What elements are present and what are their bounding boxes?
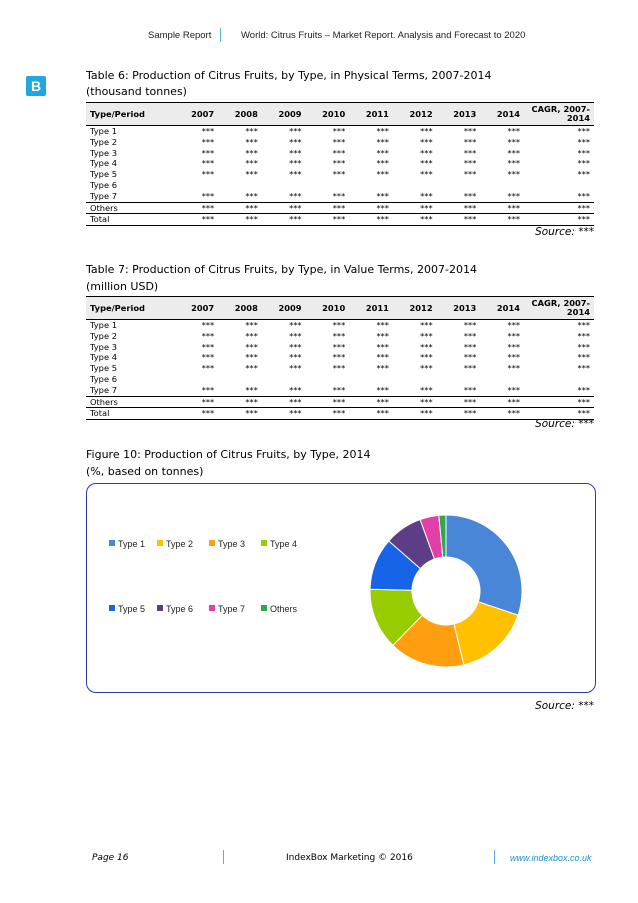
table-cell: ***	[332, 330, 346, 341]
table-cell: ***	[289, 169, 302, 180]
table-cell: ***	[507, 126, 520, 136]
table-cell	[349, 374, 393, 385]
table-cell: ***	[218, 202, 262, 214]
column-header: 2010	[306, 297, 350, 320]
table-cell: ***	[420, 320, 433, 330]
table-cell: ***	[463, 126, 477, 136]
row-label: Type 3	[90, 147, 117, 158]
donut-chart	[87, 484, 597, 694]
table-cell: ***	[420, 341, 433, 352]
table-row	[86, 331, 594, 342]
table-cell: ***	[480, 202, 524, 214]
table-cell: ***	[201, 352, 215, 363]
table-cell: ***	[289, 158, 302, 169]
figure10-title: Figure 10: Production of Citrus Fruits, by Type, 2014	[86, 448, 371, 461]
table7	[86, 296, 594, 420]
table-cell: ***	[306, 408, 350, 420]
table-cell: ***	[420, 190, 433, 201]
legend-label: Type 3	[218, 539, 246, 549]
column-header: 2014	[480, 103, 524, 126]
table-cell	[349, 180, 393, 191]
table-cell: ***	[463, 320, 477, 330]
table-cell: ***	[420, 363, 433, 374]
table-cell: ***	[289, 147, 302, 158]
legend-label: Type 7	[218, 604, 246, 614]
figure10-source: Source: ***	[535, 700, 594, 712]
table-cell: ***	[289, 126, 302, 136]
legend-label: Type 5	[118, 604, 146, 614]
table-row	[86, 169, 594, 180]
table-cell	[262, 180, 306, 191]
table-cell: ***	[201, 190, 215, 201]
table-cell	[218, 374, 262, 385]
table-row	[86, 352, 594, 363]
table-cell: ***	[393, 202, 437, 214]
table-cell: ***	[376, 158, 389, 169]
table-cell	[524, 180, 594, 191]
table-cell: ***	[349, 202, 393, 214]
table-cell: ***	[306, 214, 350, 226]
table-row	[86, 148, 594, 159]
table-cell: ***	[577, 352, 590, 363]
table-cell: ***	[306, 396, 350, 408]
table-cell: ***	[218, 396, 262, 408]
table-cell: ***	[420, 136, 433, 147]
table-cell: ***	[245, 158, 258, 169]
table-cell: ***	[507, 147, 520, 158]
table-cell: ***	[289, 363, 302, 374]
table-cell	[393, 374, 437, 385]
table-cell: ***	[289, 330, 302, 341]
table-cell: ***	[577, 136, 590, 147]
table-row	[86, 180, 594, 191]
table-cell: ***	[463, 158, 477, 169]
table-cell: ***	[577, 330, 590, 341]
table-cell: ***	[420, 384, 433, 395]
chart-frame	[86, 483, 596, 693]
table-cell: ***	[332, 147, 346, 158]
table-cell: ***	[524, 202, 594, 214]
table-cell: ***	[463, 330, 477, 341]
table-cell: ***	[349, 408, 393, 420]
table-cell	[393, 180, 437, 191]
row-label: Total	[86, 214, 174, 226]
column-header: 2011	[349, 103, 393, 126]
table-cell: ***	[463, 147, 477, 158]
table-cell: ***	[201, 126, 215, 136]
row-label: Others	[86, 396, 174, 408]
table-cell: ***	[201, 158, 215, 169]
table-cell: ***	[174, 214, 218, 226]
table-row	[86, 396, 594, 408]
table-cell: ***	[577, 158, 590, 169]
table-cell: ***	[507, 169, 520, 180]
table-cell: ***	[332, 126, 346, 136]
donut-slice-1	[446, 515, 522, 615]
table-cell: ***	[376, 320, 389, 330]
legend-label: Others	[270, 604, 298, 614]
table-cell	[480, 374, 524, 385]
table-cell: ***	[201, 384, 215, 395]
table-cell: ***	[507, 190, 520, 201]
brand-logo-icon: B	[26, 76, 46, 96]
table-cell: ***	[201, 136, 215, 147]
column-header: 2013	[437, 103, 481, 126]
table-cell	[437, 180, 481, 191]
column-header: Type/Period	[86, 297, 174, 320]
table-row	[86, 408, 594, 420]
table-cell	[174, 180, 218, 191]
table-cell: ***	[480, 396, 524, 408]
table-cell: ***	[463, 363, 477, 374]
table-cell	[306, 374, 350, 385]
table-row	[86, 137, 594, 148]
table-cell: ***	[577, 320, 590, 330]
table-cell: ***	[332, 352, 346, 363]
column-header: 2008	[218, 297, 262, 320]
column-header: 2012	[393, 297, 437, 320]
table-cell: ***	[376, 147, 389, 158]
row-label: Type 5	[90, 363, 117, 374]
legend-label: Type 2	[166, 539, 194, 549]
table-cell: ***	[245, 320, 258, 330]
column-header: 2009	[262, 103, 306, 126]
legend-label: Type 4	[270, 539, 298, 549]
table-cell: ***	[420, 330, 433, 341]
table-cell: ***	[577, 341, 590, 352]
table-cell	[524, 374, 594, 385]
row-label: Type 1	[90, 320, 117, 330]
table-cell	[480, 180, 524, 191]
table-cell: ***	[420, 147, 433, 158]
table-cell: ***	[393, 214, 437, 226]
row-label: Type 4	[90, 352, 117, 363]
table-cell: ***	[463, 384, 477, 395]
table6-source: Source: ***	[535, 226, 594, 238]
table-cell: ***	[577, 147, 590, 158]
row-label: Type 7	[90, 384, 117, 395]
table-cell: ***	[577, 190, 590, 201]
table-cell: ***	[262, 202, 306, 214]
row-label: Type 3	[90, 341, 117, 352]
table-cell: ***	[463, 190, 477, 201]
footer-divider	[494, 850, 495, 864]
column-header: 2009	[262, 297, 306, 320]
table6-subtitle: (thousand tonnes)	[86, 85, 187, 98]
row-label: Type 2	[90, 330, 117, 341]
table-cell: ***	[289, 341, 302, 352]
table-cell: ***	[245, 341, 258, 352]
table-row	[86, 158, 594, 169]
table-cell: ***	[332, 384, 346, 395]
table-cell: ***	[218, 408, 262, 420]
table-cell: ***	[201, 330, 215, 341]
table-cell: ***	[201, 363, 215, 374]
table-cell: ***	[376, 169, 389, 180]
column-header: 2007	[174, 103, 218, 126]
table-cell: ***	[376, 352, 389, 363]
table-cell: ***	[437, 396, 481, 408]
legend-label: Type 6	[166, 604, 194, 614]
column-header: CAGR, 2007-2014	[524, 103, 594, 126]
table-cell: ***	[463, 352, 477, 363]
table-cell: ***	[332, 363, 346, 374]
table-cell: ***	[376, 126, 389, 136]
table-cell: ***	[245, 136, 258, 147]
table-cell: ***	[524, 214, 594, 226]
table-cell: ***	[174, 396, 218, 408]
table-cell: ***	[463, 136, 477, 147]
table-cell: ***	[420, 169, 433, 180]
column-header: 2008	[218, 103, 262, 126]
footer-link[interactable]: www.indexbox.co.uk	[510, 853, 592, 863]
table7-subtitle: (million USD)	[86, 280, 159, 293]
table-cell: ***	[289, 384, 302, 395]
table-cell: ***	[420, 352, 433, 363]
table-cell: ***	[245, 363, 258, 374]
table-cell: ***	[349, 214, 393, 226]
table-cell: ***	[507, 352, 520, 363]
table-cell: ***	[332, 169, 346, 180]
column-header: 2011	[349, 297, 393, 320]
table-cell: ***	[507, 158, 520, 169]
table-cell: ***	[437, 202, 481, 214]
table-cell: ***	[420, 126, 433, 136]
table-cell	[218, 180, 262, 191]
column-header: 2012	[393, 103, 437, 126]
table-cell: ***	[507, 330, 520, 341]
column-header: 2014	[480, 297, 524, 320]
table-cell	[174, 374, 218, 385]
table-cell: ***	[463, 341, 477, 352]
column-header: Type/Period	[86, 103, 174, 126]
legend-label: Type 1	[118, 539, 146, 549]
table-cell: ***	[437, 214, 481, 226]
table-cell: ***	[349, 396, 393, 408]
table-cell: ***	[577, 384, 590, 395]
table-cell	[306, 180, 350, 191]
table-cell: ***	[289, 352, 302, 363]
table-cell: ***	[289, 190, 302, 201]
column-header: 2007	[174, 297, 218, 320]
row-label: Type 5	[90, 169, 117, 180]
table-row	[86, 385, 594, 396]
table-cell: ***	[332, 136, 346, 147]
table-cell: ***	[376, 341, 389, 352]
table-cell: ***	[245, 147, 258, 158]
table6	[86, 102, 594, 226]
page-number: Page 16	[92, 853, 129, 863]
table-cell: ***	[480, 408, 524, 420]
table-cell: ***	[245, 126, 258, 136]
table-cell: ***	[332, 320, 346, 330]
table-cell: ***	[420, 158, 433, 169]
table-cell: ***	[507, 384, 520, 395]
row-label: Total	[86, 408, 174, 420]
table7-source: Source: ***	[535, 418, 594, 430]
table-cell: ***	[463, 169, 477, 180]
table-cell: ***	[393, 408, 437, 420]
table-cell: ***	[507, 341, 520, 352]
header-divider	[220, 28, 221, 42]
table-cell: ***	[480, 214, 524, 226]
table-cell: ***	[262, 408, 306, 420]
table-cell: ***	[577, 126, 590, 136]
column-header: 2010	[306, 103, 350, 126]
table-cell: ***	[262, 396, 306, 408]
table-cell: ***	[332, 158, 346, 169]
table-cell: ***	[332, 190, 346, 201]
header-right: World: Citrus Fruits – Market Report. Analysis and Forecast to 2020	[241, 30, 526, 41]
table-row	[86, 191, 594, 202]
table6-title: Table 6: Production of Citrus Fruits, by Type, in Physical Terms, 2007-2014	[86, 69, 492, 82]
table-row	[86, 374, 594, 385]
table-row	[86, 363, 594, 374]
row-label: Type 6	[90, 179, 117, 190]
table-cell: ***	[577, 169, 590, 180]
table-cell: ***	[174, 202, 218, 214]
table-cell: ***	[201, 169, 215, 180]
row-label: Others	[86, 202, 174, 214]
table-cell: ***	[289, 320, 302, 330]
header-left: Sample Report	[148, 30, 212, 41]
table-cell: ***	[245, 384, 258, 395]
row-label: Type 2	[90, 136, 117, 147]
table-row	[86, 202, 594, 214]
row-label: Type 6	[90, 373, 117, 384]
table-cell: ***	[245, 352, 258, 363]
table-cell: ***	[507, 363, 520, 374]
table-cell: ***	[524, 408, 594, 420]
footer-divider	[223, 850, 224, 864]
table-cell: ***	[437, 408, 481, 420]
table-cell	[437, 374, 481, 385]
table-row	[86, 126, 594, 137]
figure10-subtitle: (%, based on tonnes)	[86, 465, 204, 478]
table-cell: ***	[289, 136, 302, 147]
table-cell: ***	[507, 320, 520, 330]
table-row	[86, 214, 594, 226]
table-cell: ***	[245, 330, 258, 341]
table-cell: ***	[577, 363, 590, 374]
table-cell: ***	[507, 136, 520, 147]
table-cell: ***	[393, 396, 437, 408]
table-cell: ***	[201, 320, 215, 330]
table-cell: ***	[201, 147, 215, 158]
table-cell: ***	[376, 330, 389, 341]
column-header: CAGR, 2007-2014	[524, 297, 594, 320]
table-cell: ***	[332, 341, 346, 352]
table-cell: ***	[376, 384, 389, 395]
footer-copyright: IndexBox Marketing © 2016	[286, 853, 413, 863]
table-row	[86, 320, 594, 331]
table-cell: ***	[376, 190, 389, 201]
table-cell: ***	[245, 169, 258, 180]
table-cell: ***	[376, 136, 389, 147]
table-row	[86, 342, 594, 353]
column-header: 2013	[437, 297, 481, 320]
row-label: Type 4	[90, 158, 117, 169]
table-cell: ***	[218, 214, 262, 226]
table-cell: ***	[174, 408, 218, 420]
table-cell: ***	[524, 396, 594, 408]
table-cell: ***	[262, 214, 306, 226]
row-label: Type 1	[90, 126, 117, 136]
table-cell: ***	[201, 341, 215, 352]
table7-title: Table 7: Production of Citrus Fruits, by Type, in Value Terms, 2007-2014	[86, 263, 477, 276]
table-cell: ***	[306, 202, 350, 214]
table-cell: ***	[376, 363, 389, 374]
table-cell: ***	[245, 190, 258, 201]
row-label: Type 7	[90, 190, 117, 201]
table-cell	[262, 374, 306, 385]
